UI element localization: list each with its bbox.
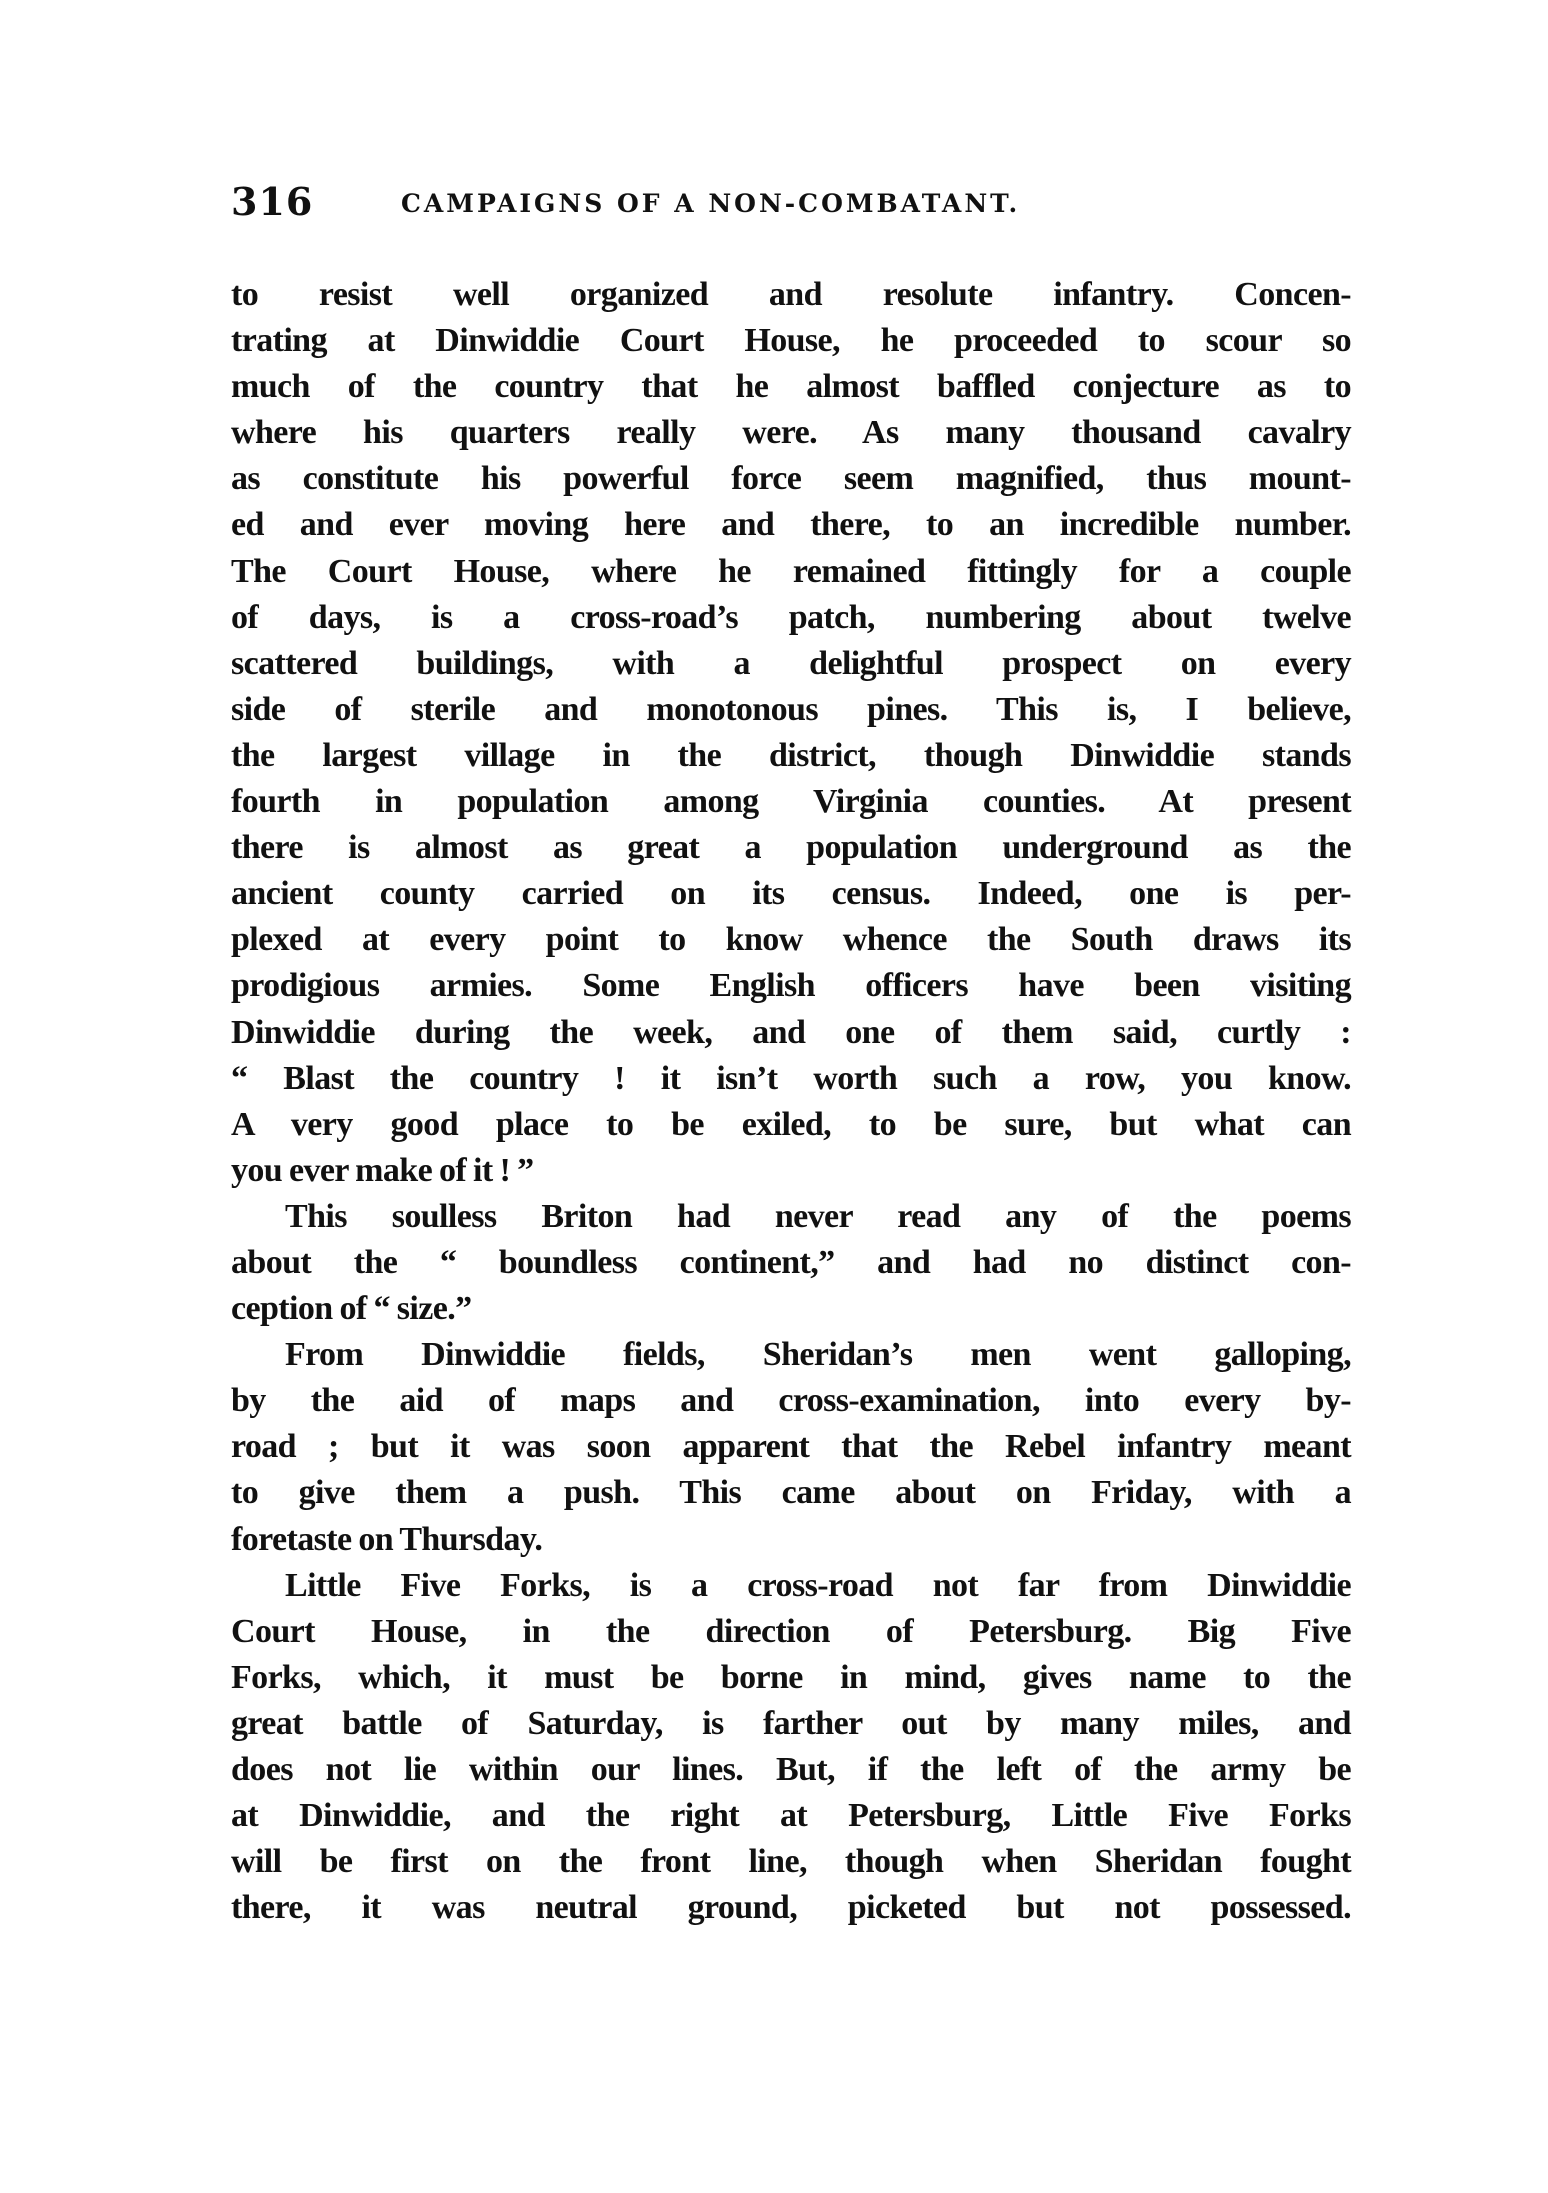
text-line: to resist well organized and resolute infantry. Concen- <box>231 276 1351 313</box>
text-line: by the aid of maps and cross-examination, into every by- <box>231 1382 1351 1420</box>
text-line: does not lie within our lines. But, if the left of the army be <box>231 1751 1351 1788</box>
text-line: Little Five Forks, is a cross-road not far from Dinwiddie <box>285 1566 1351 1604</box>
text-line: The Court House, where he remained fittingly for a couple <box>231 552 1351 590</box>
text-line: to give them a push. This came about on Friday, with a <box>231 1474 1351 1512</box>
text-line: of days, is a cross-road’s patch, numbering about twelve <box>231 598 1351 636</box>
text-line: ed and ever moving here and there, to an incredible number. <box>231 506 1351 544</box>
text-line: A very good place to be exiled, to be sure, but what can <box>231 1105 1351 1143</box>
text-line: as constitute his powerful force seem magnified, thus mount- <box>231 460 1351 498</box>
text-line: road ; but it was soon apparent that the Rebel infantry meant <box>231 1428 1351 1466</box>
text-line: This soulless Briton had never read any of the poems <box>285 1197 1351 1235</box>
text-line: plexed at every point to know whence the South draws its <box>231 921 1351 959</box>
text-line: there is almost as great a population underground as the <box>231 829 1351 867</box>
text-line: From Dinwiddie fields, Sheridan’s men went galloping, <box>285 1336 1351 1374</box>
text-line: “ Blast the country ! it isn’t worth such a row, you know. <box>231 1059 1351 1097</box>
running-head <box>231 178 1351 226</box>
text-line: great battle of Saturday, is farther out by many miles, and <box>231 1704 1351 1742</box>
text-line: Forks, which, it must be borne in mind, gives name to the <box>231 1658 1351 1696</box>
text-line: ception of “ size.” <box>231 1290 472 1328</box>
text-line: side of sterile and monotonous pines. This is, I believe, <box>231 690 1351 728</box>
text-line: prodigious armies. Some English officers have been visiting <box>231 967 1351 1005</box>
text-line: scattered buildings, with a delightful prospect on every <box>231 644 1351 682</box>
text-line: will be first on the front line, though when Sheridan fought <box>231 1843 1351 1881</box>
text-line: you ever make of it ! ” <box>231 1151 534 1189</box>
text-line: Court House, in the direction of Petersburg. Big Five <box>231 1612 1351 1650</box>
page-number: 316 <box>231 179 314 224</box>
text-line: much of the country that he almost baffled conjecture as to <box>231 368 1351 406</box>
text-line: the largest village in the district, though Dinwiddie stands <box>231 736 1351 774</box>
text-line: foretaste on Thursday. <box>231 1520 543 1558</box>
text-line: at Dinwiddie, and the right at Petersburg, Little Five Forks <box>231 1797 1351 1835</box>
body-text <box>231 272 1351 1931</box>
text-line: ancient county carried on its census. Indeed, one is per- <box>231 875 1351 913</box>
text-line: Dinwiddie during the week, and one of them said, curtly : <box>231 1013 1351 1051</box>
text-line: there, it was neutral ground, picketed but not possessed. <box>231 1889 1351 1927</box>
text-line: about the “ boundless continent,” and had no distinct con- <box>231 1243 1351 1281</box>
running-title: CAMPAIGNS OF A NON-COMBATANT. <box>401 189 1021 218</box>
text-line: fourth in population among Virginia counties. At present <box>231 783 1351 821</box>
text-line: where his quarters really were. As many thousand cavalry <box>231 414 1351 452</box>
text-line: trating at Dinwiddie Court House, he proceeded to scour so <box>231 322 1351 360</box>
